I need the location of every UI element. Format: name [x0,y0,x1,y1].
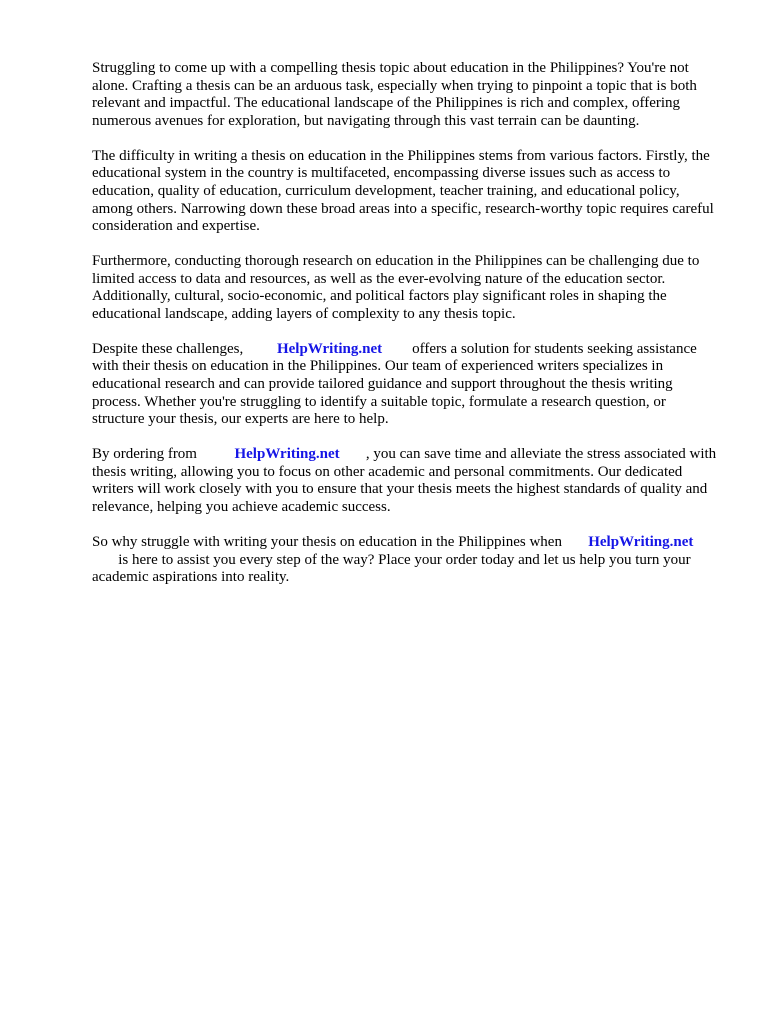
paragraph-difficulty-text: The difficulty in writing a thesis on education in the Philippines stems from various factors. Firstly, the educational system in the country is multifaceted, encompassing diverse issues such as access to education, quality of education, curriculum development, teacher training, and educational policy, among others. Narrowing down these broad areas into a specific, research-worthy topic requires careful consideration and expertise. [92,147,714,235]
paragraph-research-text: Furthermore, conducting thorough research on education in the Philippines can be challenging due to limited access to data and resources, as well as the ever-evolving nature of the education sector. Additionally, cultural, socio-economic, and political factors play significant roles in shaping the educational landscape, adding layers of complexity to any thesis topic. [92,253,700,322]
paragraph-closing-text-after: is here to assist you every step of the way? Place your order today and let us help you turn your academic aspirations into reality. [92,551,691,586]
document-page [92,60,722,604]
paragraph-solution-text-before: Despite these challenges, [92,340,244,357]
helpwriting-link-1[interactable]: HelpWriting.net [276,340,383,357]
paragraph-closing-text-before: So why struggle with writing your thesis on education in the Philippines when [92,534,562,551]
helpwriting-link-3[interactable]: HelpWriting.net [588,534,694,551]
paragraph-ordering [92,446,722,516]
paragraph-difficulty [92,148,722,236]
paragraph-research [92,253,722,323]
paragraph-intro-text: Struggling to come up with a compelling thesis topic about education in the Philippines? You're not alone. Crafting a thesis can be an arduous task, especially when trying to pinpoint a topic that is both relevant and impactful. The educational landscape of the Philippines is rich and complex, offering numerous avenues for exploration, but navigating through this vast terrain can be daunting. [92,60,697,129]
paragraph-ordering-text-after: , you can save time and alleviate the stress associated with thesis writing, allowing you to focus on other academic and personal commitments. Our dedicated writers will work closely with you to ensure that your thesis meets the highest standards of quality and relevance, helping you achieve academic success. [92,446,717,516]
paragraph-closing [92,534,722,587]
paragraph-solution [92,341,722,429]
paragraph-ordering-text-before: By ordering from [92,446,197,463]
helpwriting-link-2[interactable]: HelpWriting.net [234,446,340,463]
paragraph-solution-text-after: offers a solution for students seeking assistance with their thesis on education in the Philippines. Our team of experienced writers specializes in educational research and can provide tailored guidance and support throughout the thesis writing process. Whether you're struggling to identify a suitable topic, formulate a research question, or structure your thesis, our experts are here to help. [92,340,697,428]
paragraph-intro [92,60,722,130]
